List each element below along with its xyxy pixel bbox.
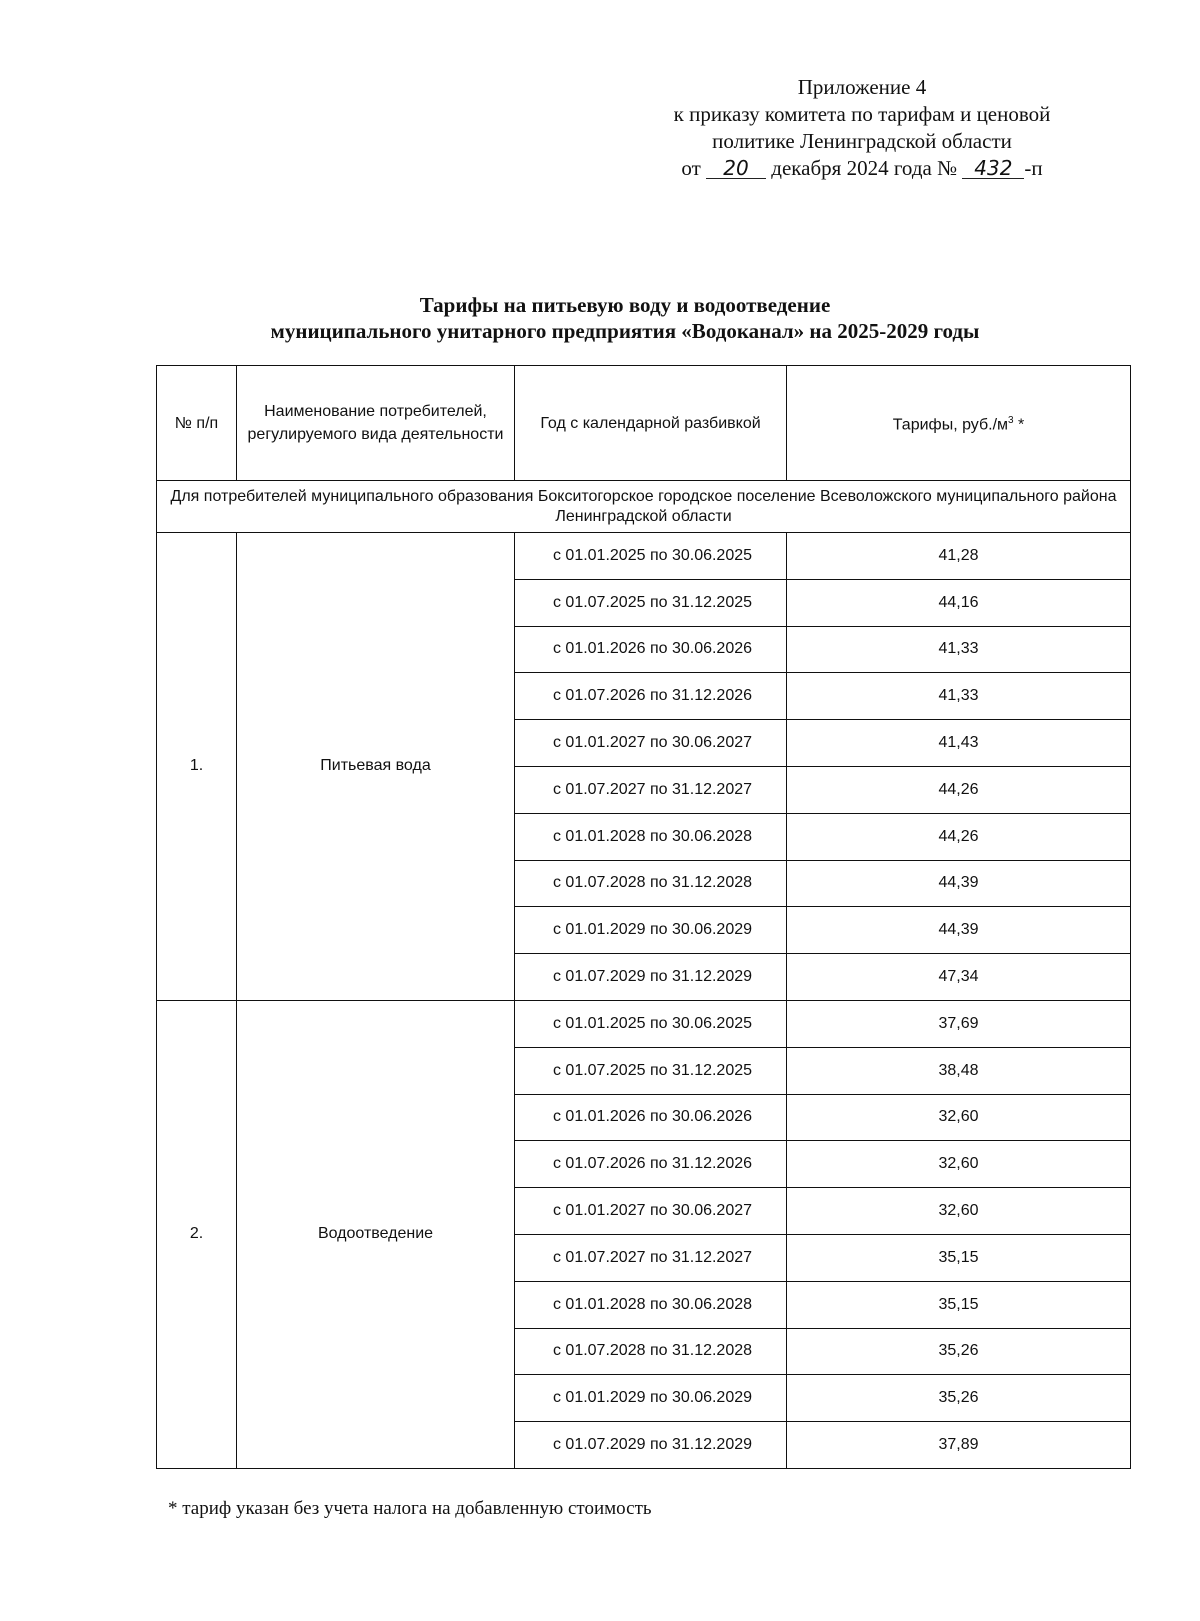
period-cell: с 01.01.2027 по 30.06.2027 bbox=[515, 1188, 787, 1235]
group-row bbox=[157, 481, 1131, 533]
title-line-1: Тарифы на питьевую воду и водоотведение bbox=[419, 293, 831, 317]
period-cell: с 01.07.2027 по 31.12.2027 bbox=[515, 766, 787, 813]
tariff-cell: 41,33 bbox=[787, 673, 1131, 720]
header-tariff-star: * bbox=[1013, 416, 1025, 434]
appendix-block bbox=[600, 74, 1124, 182]
header-year: Год с календарной разбивкой bbox=[515, 366, 787, 481]
section-name: Питьевая вода bbox=[237, 533, 515, 1001]
tariff-cell: 47,34 bbox=[787, 954, 1131, 1001]
title-line-2: муниципального унитарного предприятия «Водоканал» на 2025-2029 годы bbox=[270, 319, 980, 343]
appendix-order-ref: к приказу комитета по тарифам и ценовой bbox=[673, 102, 1051, 126]
period-cell: с 01.01.2027 по 30.06.2027 bbox=[515, 720, 787, 767]
period-cell: с 01.01.2028 по 30.06.2028 bbox=[515, 1281, 787, 1328]
header-name: Наименование потребителей, регулируемого вида деятельности bbox=[237, 366, 515, 481]
period-cell: с 01.01.2026 по 30.06.2026 bbox=[515, 1094, 787, 1141]
tariff-cell: 41,33 bbox=[787, 626, 1131, 673]
period-cell: с 01.07.2027 по 31.12.2027 bbox=[515, 1234, 787, 1281]
period-cell: с 01.07.2028 по 31.12.2028 bbox=[515, 1328, 787, 1375]
section-number: 2. bbox=[157, 1000, 237, 1468]
period-cell: с 01.07.2029 по 31.12.2029 bbox=[515, 1422, 787, 1469]
table-row bbox=[157, 533, 1131, 580]
period-cell: с 01.07.2026 по 31.12.2026 bbox=[515, 1141, 787, 1188]
period-cell: с 01.01.2025 по 30.06.2025 bbox=[515, 533, 787, 580]
table-row bbox=[157, 1000, 1131, 1047]
date-middle: декабря 2024 года № bbox=[771, 156, 958, 180]
period-cell: с 01.01.2025 по 30.06.2025 bbox=[515, 1000, 787, 1047]
tariff-cell: 41,43 bbox=[787, 720, 1131, 767]
group-label: Для потребителей муниципального образования Бокситогорское городское поселение Всеволожского муниципального района Ленинградской области bbox=[157, 481, 1131, 533]
tariff-cell: 37,89 bbox=[787, 1422, 1131, 1469]
tariff-cell: 37,69 bbox=[787, 1000, 1131, 1047]
footnote: * тариф указан без учета налога на добавленную стоимость bbox=[168, 1498, 652, 1519]
handwritten-day: 20 bbox=[706, 158, 766, 179]
period-cell: с 01.01.2028 по 30.06.2028 bbox=[515, 813, 787, 860]
section-name: Водоотведение bbox=[237, 1000, 515, 1468]
tariff-cell: 35,26 bbox=[787, 1328, 1131, 1375]
tariff-cell: 35,15 bbox=[787, 1281, 1131, 1328]
period-cell: с 01.07.2026 по 31.12.2026 bbox=[515, 673, 787, 720]
table-header-row bbox=[157, 366, 1131, 481]
period-cell: с 01.07.2025 по 31.12.2025 bbox=[515, 579, 787, 626]
tariff-cell: 32,60 bbox=[787, 1141, 1131, 1188]
period-cell: с 01.01.2029 по 30.06.2029 bbox=[515, 907, 787, 954]
tariff-cell: 41,28 bbox=[787, 533, 1131, 580]
tariff-cell: 44,26 bbox=[787, 766, 1131, 813]
section-number: 1. bbox=[157, 533, 237, 1001]
header-num: № п/п bbox=[157, 366, 237, 481]
tariff-cell: 35,26 bbox=[787, 1375, 1131, 1422]
tariff-cell: 44,39 bbox=[787, 907, 1131, 954]
handwritten-order-number: 432 bbox=[962, 158, 1024, 179]
header-tariff-label: Тарифы, руб./м bbox=[892, 416, 1009, 434]
appendix-committee: политике Ленинградской области bbox=[712, 129, 1012, 153]
tariff-cell: 44,39 bbox=[787, 860, 1131, 907]
period-cell: с 01.01.2029 по 30.06.2029 bbox=[515, 1375, 787, 1422]
tariff-cell: 32,60 bbox=[787, 1094, 1131, 1141]
period-cell: с 01.07.2029 по 31.12.2029 bbox=[515, 954, 787, 1001]
period-cell: с 01.07.2028 по 31.12.2028 bbox=[515, 860, 787, 907]
date-prefix: от bbox=[681, 156, 701, 180]
tariff-cell: 44,16 bbox=[787, 579, 1131, 626]
tariff-cell: 32,60 bbox=[787, 1188, 1131, 1235]
period-cell: с 01.07.2025 по 31.12.2025 bbox=[515, 1047, 787, 1094]
tariff-cell: 35,15 bbox=[787, 1234, 1131, 1281]
header-tariff bbox=[787, 366, 1131, 481]
order-suffix: -п bbox=[1024, 156, 1043, 180]
document-title bbox=[100, 292, 1150, 344]
appendix-date-line bbox=[600, 155, 1124, 182]
tariff-table bbox=[156, 365, 1131, 1469]
appendix-title: Приложение 4 bbox=[797, 75, 927, 99]
tariff-cell: 38,48 bbox=[787, 1047, 1131, 1094]
header-tariff-sup: 3 bbox=[1008, 415, 1014, 427]
tariff-cell: 44,26 bbox=[787, 813, 1131, 860]
period-cell: с 01.01.2026 по 30.06.2026 bbox=[515, 626, 787, 673]
